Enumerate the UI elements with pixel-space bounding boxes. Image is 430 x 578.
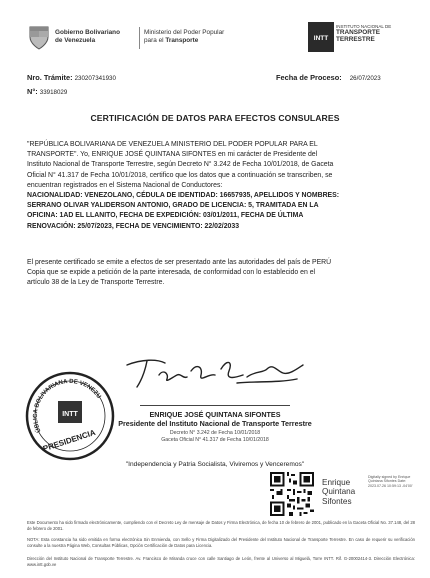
fecha-proceso-row — [276, 73, 381, 82]
certification-paragraph — [27, 140, 403, 191]
footer-address: Dirección del Instituto Nacional de Transporte Terrestre. Av. Francisco de Miranda cruce con calle Santiago de León, frente al Universo al Miguelá, Torre INTT. Rif. G-20002414-3. Dirección Electrónica: www.intt.gob.ve — [27, 556, 415, 567]
signer-decree: Decreto N° 3.242 de Fecha 10/01/2018 — [169, 430, 261, 436]
intt-institute-name — [336, 24, 408, 43]
handwritten-signature — [117, 353, 317, 395]
signature-line — [140, 405, 290, 406]
para2-line-1: El presente certificado se emite a efectos de ser presentado ante las autoridades del país de PERÚ — [27, 259, 332, 266]
intt-line-1: INSTITUTO NACIONAL DE — [336, 24, 392, 29]
license-data-block — [27, 191, 403, 232]
ministry-bold: Transporte — [165, 36, 199, 44]
numero-value: 33918029 — [39, 89, 68, 96]
purpose-paragraph — [27, 258, 403, 289]
ministry-name — [144, 29, 224, 44]
signer-name: ENRIQUE JOSÉ QUINTANA SIFONTES — [149, 410, 281, 419]
seal-ring-text: REPÚBLICA BOLIVARIANA DE VENEZUELA — [32, 378, 102, 434]
venezuela-coat-of-arms-icon — [28, 24, 50, 50]
digital-signer-name — [322, 478, 355, 506]
ministry-prefix: para el — [144, 36, 166, 44]
ministry-line-1: Ministerio del Poder Popular — [144, 29, 225, 36]
seal-bottom-text: PRESIDENCIA — [41, 427, 97, 454]
digital-signature-note: Digitally signed by Enrique Quintana Sifontes Date: 2023.07.26 10:59:13 -04'00' — [368, 475, 413, 488]
signer-line-2: Quintana — [322, 487, 356, 497]
para1-line-2: TRANSPORTE". Yo, ENRIQUE JOSÉ QUINTANA SIFONTES en mi carácter de Presidente del — [27, 151, 318, 159]
data-line-2: SERRANO OLIVAR YALIDERSON ANTONIO, GRADO DE LICENCIA: 5, TRAMITADA EN LA — [27, 202, 319, 210]
fecha-label: Fecha de Proceso: — [276, 73, 342, 82]
government-name — [55, 29, 120, 44]
data-line-3: OFICINA: 1AD EL LLANITO, FECHA DE EXPEDICIÓN: 03/01/2011, FECHA DE ÚLTIMA — [27, 212, 304, 220]
intt-line-3: TERRESTRE — [336, 36, 375, 44]
data-line-1: NACIONALIDAD: VENEZOLANO, CÉDULA DE IDENTIDAD: 16657935, APELLIDOS Y NOMBRES: — [27, 192, 340, 199]
signer-line-3: Sifontes — [322, 496, 352, 506]
para1-line-5: encuentran registrados en el Sistema Nacional de Conductores: — [27, 181, 223, 189]
footer-verification-note: NOTA: Esta constancia ha sido emitida en forma electrónica Sin Enmienda, con Sello y Firma Digitalizado del Presidente del Instituto Nacional de Transporte Terrestre. En caso de requerir su verificación consulte a la nuestra Página Web, Consultas Públicas, Opción Certificación de Datos para Licencia. — [27, 537, 415, 548]
tramite-row — [27, 73, 116, 82]
signer-gazette: Gaceta Oficial N° 41.317 de Fecha 10/01/2018 — [161, 437, 269, 443]
gov-line-2: de Venezuela — [55, 36, 96, 44]
fecha-value: 26/07/2023 — [349, 75, 381, 82]
document-title: CERTIFICACIÓN DE DATOS PARA EFECTOS CONSULARES — [90, 113, 340, 123]
para2-line-3: artículo 38 de la Ley de Transporte Terrestre. — [27, 279, 165, 287]
para1-line-3: Instituto Nacional de Transporte Terrestre, según Decreto N° 3.242 de Fecha 10/01/2018, de Gaceta — [27, 161, 334, 169]
document-header — [28, 22, 412, 56]
gov-line-1: Gobierno Bolivariano — [55, 29, 120, 36]
tramite-value: 230207341930 — [74, 75, 116, 82]
intt-logo-text: INTT — [313, 35, 329, 42]
intt-line-2: TRANSPORTE — [336, 29, 381, 37]
intt-logo — [308, 22, 334, 52]
numero-row — [27, 87, 67, 96]
footer-legal-note: Este Documento ha sido firmado electrónicamente, cumpliendo con el Decreto Ley de mensaje de Datos y Firma Electrónica, de fecha 10 de febrero de 2001, publicado en la Gaceta Oficial No. 37.148, del 28 de febrero de 2001. — [27, 520, 415, 531]
para2-line-2: Copia que se expide a petición de la parte interesada, de conformidad con lo establecido en el — [27, 269, 316, 277]
ministry-line-2 — [144, 37, 224, 45]
tramite-label: Nro. Trámite: — [27, 73, 73, 82]
motto: "Independencia y Patria Socialista, Viviremos y Venceremos" — [125, 461, 305, 468]
qr-code-icon[interactable] — [270, 472, 314, 516]
seal-center-text: INTT — [62, 411, 78, 418]
header-divider — [139, 27, 140, 49]
data-line-4: RENOVACIÓN: 25/07/2023, FECHA DE VENCIMIENTO: 22/02/2033 — [27, 222, 240, 230]
numero-label: N°: — [27, 87, 38, 96]
para1-line-1: "REPÚBLICA BOLIVARIANA DE VENEZUELA MINISTERIO DEL PODER POPULAR PARA EL — [27, 141, 318, 148]
signer-line-1: Enrique — [322, 478, 351, 487]
signer-role: Presidente del Instituto Nacional de Transporte Terrestre — [118, 419, 312, 428]
para1-line-4: Oficial N° 41.317 de Fecha 10/01/2018, certifico que los datos que a continuación se transcriben, se — [27, 171, 333, 179]
